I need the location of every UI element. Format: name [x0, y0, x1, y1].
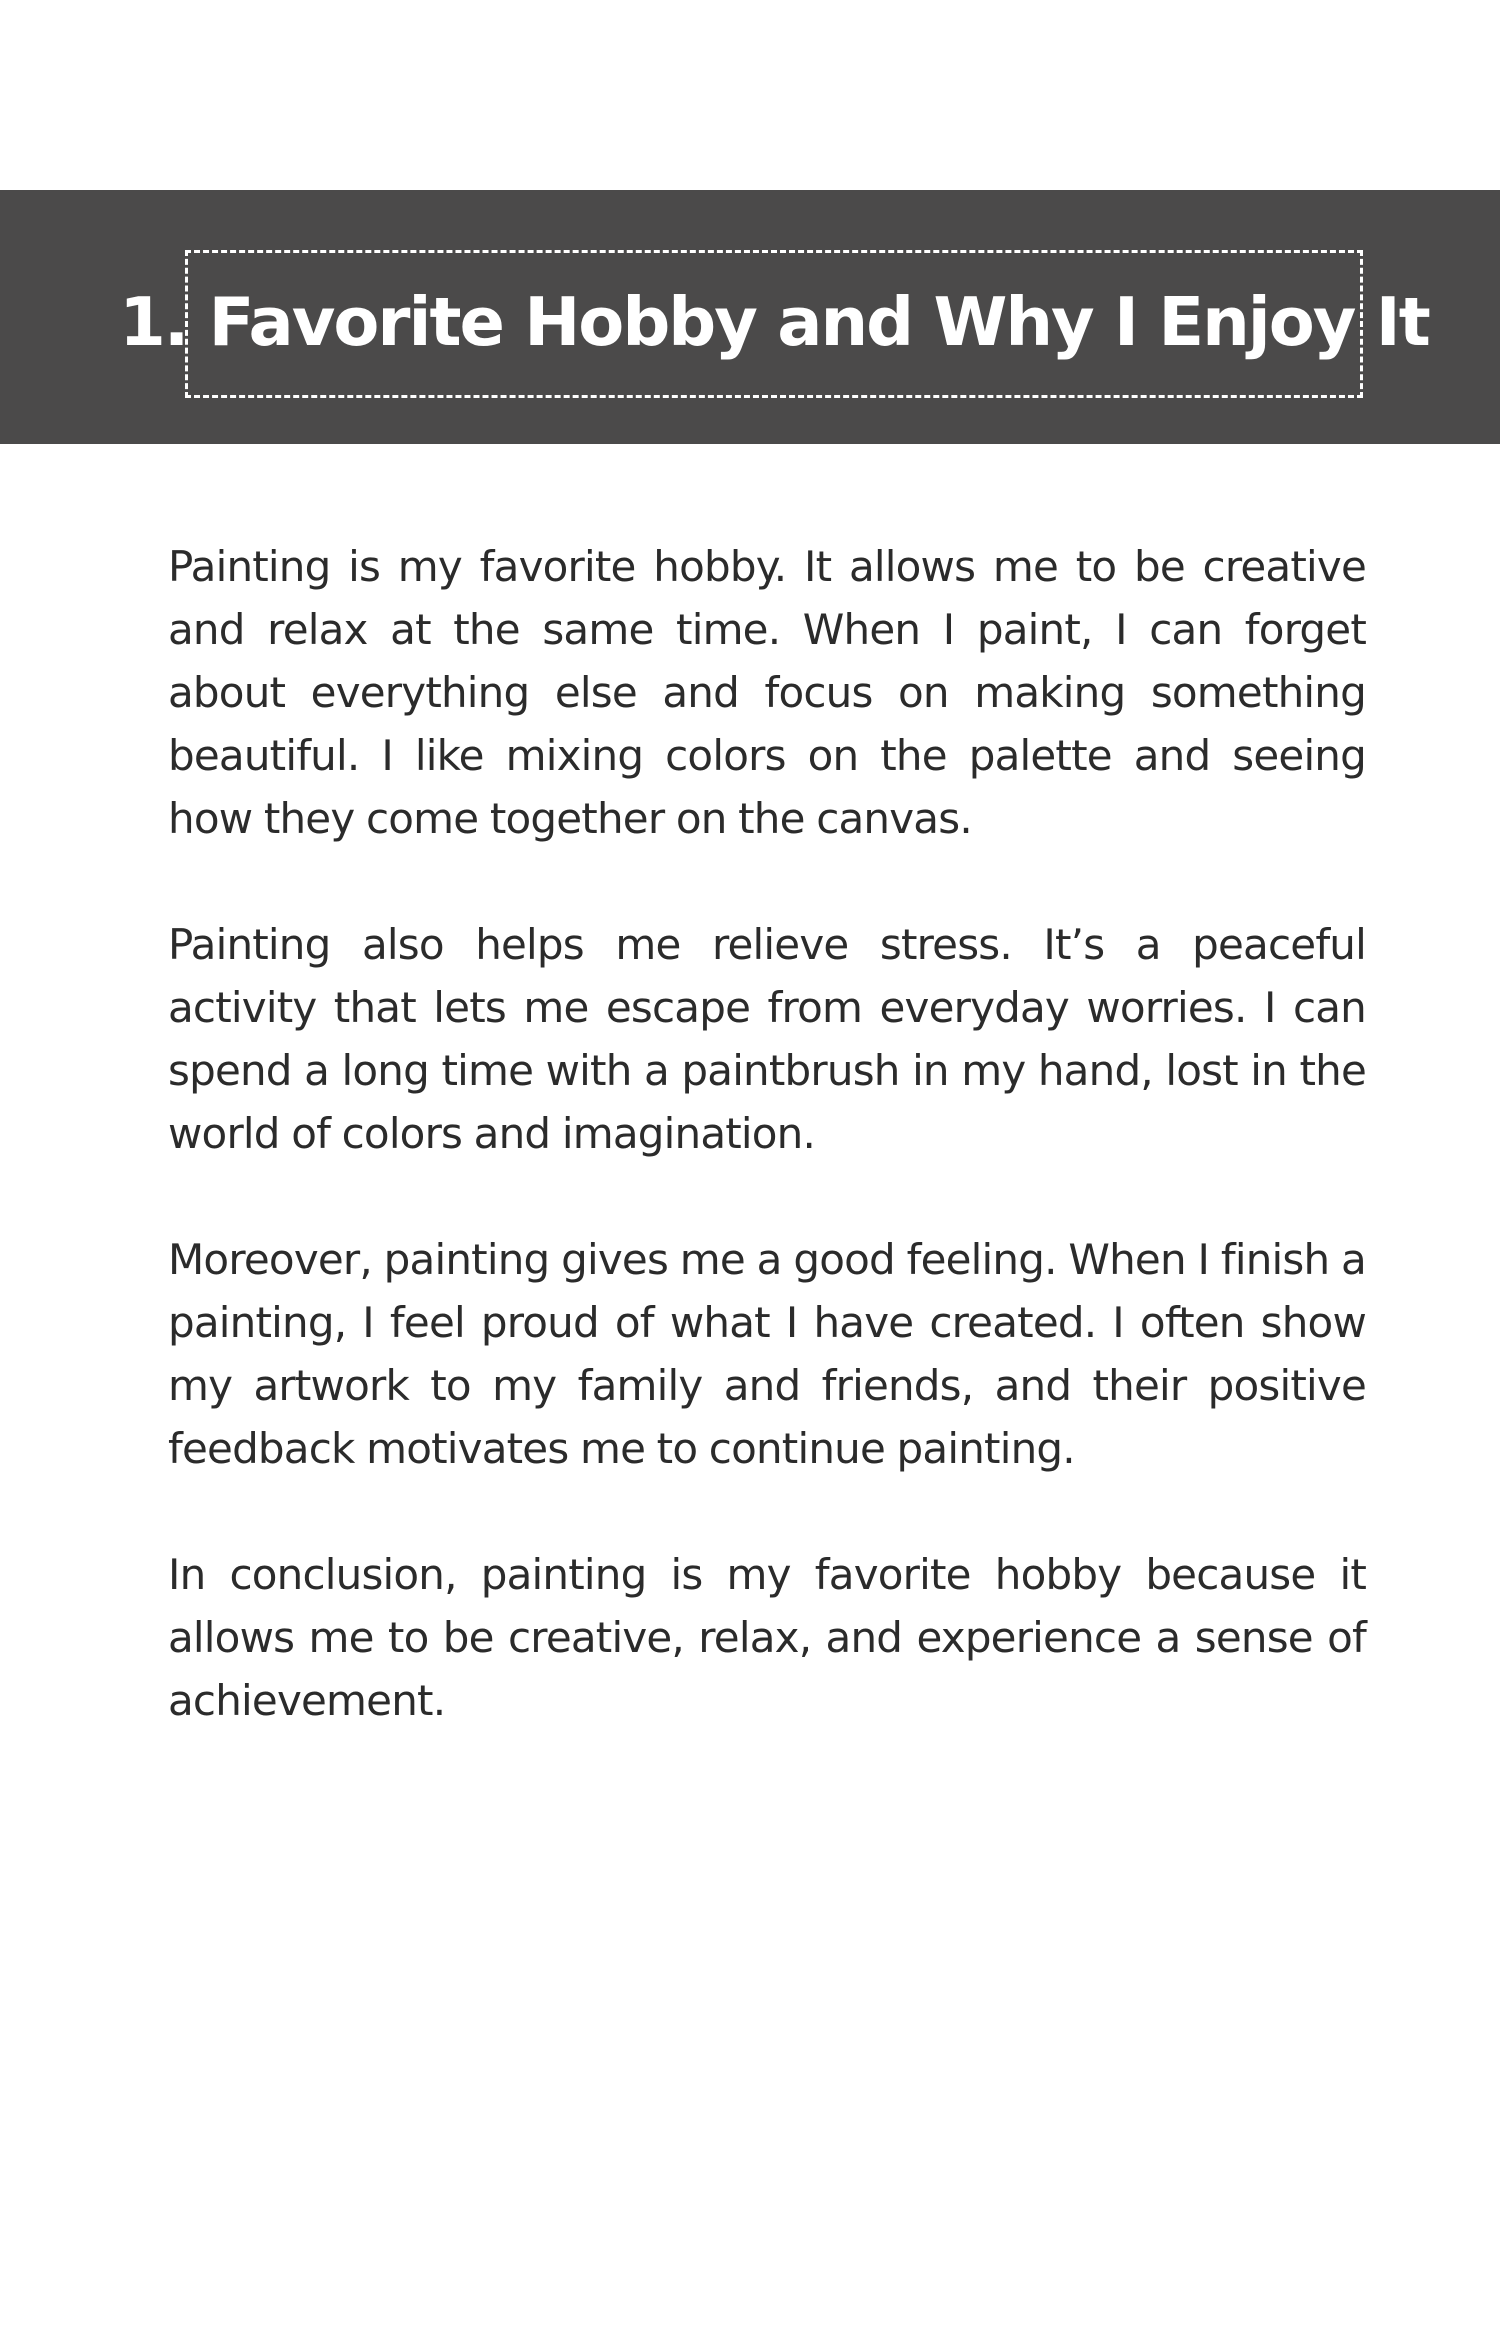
paragraph: Moreover, painting gives me a good feeling. When I finish a painting, I feel proud of what I have created. I often show my artwork to my family and friends, and their positive feedback motivates me to continue painting.	[168, 1235, 1366, 1473]
page-title: 1. Favorite Hobby and Why I Enjoy It	[119, 282, 1429, 361]
title-dashed-frame	[119, 250, 1429, 398]
paragraph: Painting also helps me relieve stress. It’s a peaceful activity that lets me escape from everyday worries. I can spend a long time with a paintbrush in my hand, lost in the world of colors and imagination.	[168, 920, 1366, 1158]
paragraph: Painting is my favorite hobby. It allows me to be creative and relax at the same time. When I paint, I can forget about everything else and focus on making something beautiful. I like mixing colors on the palette and seeing how they come together on the canvas.	[168, 542, 1366, 843]
paragraph: In conclusion, painting is my favorite hobby because it allows me to be creative, relax, and experience a sense of achievement.	[168, 1550, 1366, 1725]
essay-body	[168, 535, 1366, 1795]
header-band	[0, 190, 1500, 444]
